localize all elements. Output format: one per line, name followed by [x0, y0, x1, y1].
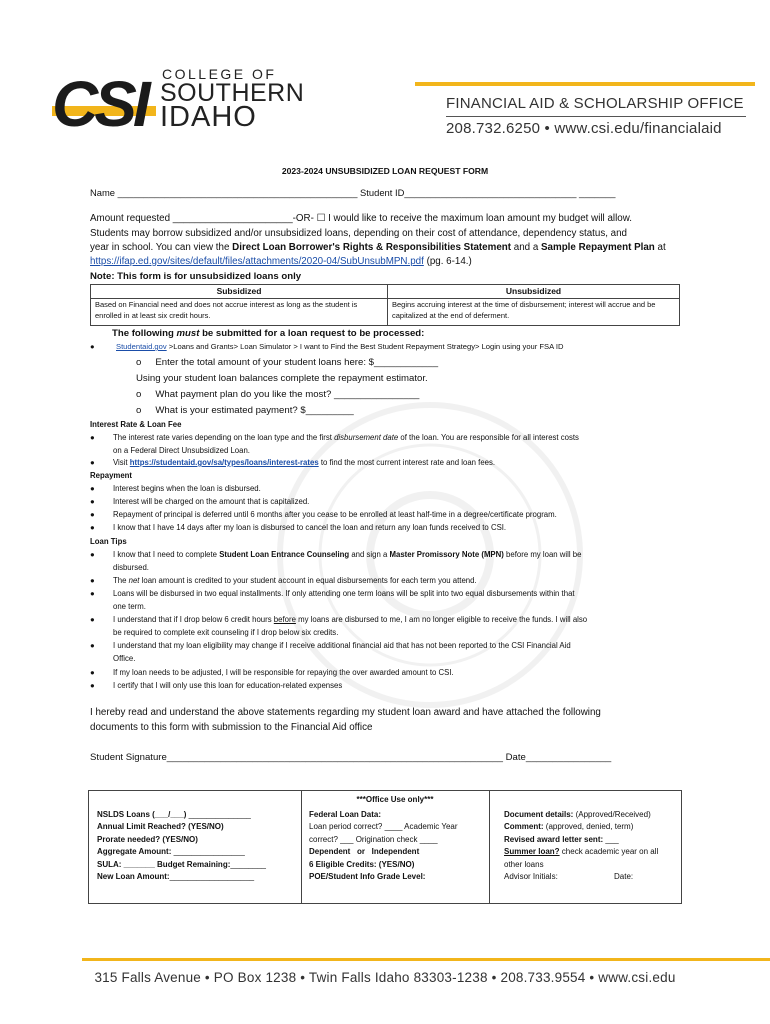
footer-gold-rule [82, 958, 770, 961]
bullet-icon: ● [90, 342, 95, 351]
tip-item [90, 640, 710, 665]
tip-item [90, 614, 710, 639]
field-label: Document details: [504, 810, 576, 819]
intro-line-4 [90, 255, 472, 268]
max-loan-label: I would like to receive the maximum loan amount my budget will allow. [325, 213, 632, 224]
tip-item [90, 680, 710, 693]
field-label: 6 Eligible Credits: (YES/NO) [309, 859, 415, 869]
sub-item [136, 388, 419, 401]
tip-item [90, 667, 710, 680]
item-emphasis: before [273, 615, 296, 624]
field-value: (YES/NO) [162, 834, 198, 844]
studentaid-bullet [90, 341, 564, 352]
repayment-item [90, 522, 710, 535]
field-label: Summer loan? [504, 847, 560, 857]
simulator-path: >Loans and Grants> Loan Simulator > I want to Find the Best Student Repayment Strategy> Login using your FSA ID [166, 342, 564, 351]
bullet-icon: ● [90, 615, 95, 624]
office-divider [446, 116, 746, 117]
box-divider [489, 791, 490, 903]
loan-type-table [90, 284, 680, 326]
office-row [504, 821, 680, 833]
payment-plan-field[interactable]: What payment plan do you like the most? ________________ [155, 389, 420, 400]
sub-item [136, 356, 438, 369]
field-label: POE/Student Info Grade Level: [309, 872, 426, 882]
field-label: Aggregate Amount: [97, 847, 174, 857]
field-label: SULA: _______ Budget Remaining: [97, 859, 231, 869]
office-row [504, 871, 680, 883]
item-text: before my loan will be [503, 550, 582, 559]
item-text: Repayment of principal is deferred until 6 months after you cease to be enrolled at least half-time in a degree/certificate program. [113, 510, 557, 519]
office-use-box [88, 790, 682, 904]
field-value: ________________ [173, 847, 245, 857]
office-col-3 [504, 809, 680, 883]
interest-rates-link[interactable]: https://studentaid.gov/sa/types/loans/interest-rates [129, 458, 319, 467]
bullet-icon: ● [90, 550, 95, 559]
circle-bullet-icon: o [136, 405, 142, 416]
unsubsidized-header: Unsubsidized [505, 286, 562, 296]
office-row [504, 846, 680, 858]
college-of-wordmark: COLLEGE OF [162, 66, 277, 82]
item-text: of the loan. You are responsible for all interest costs [398, 433, 579, 442]
box-divider [301, 791, 302, 903]
bullet-icon: ● [90, 497, 95, 506]
intro-line-3 [90, 241, 666, 254]
unsubsidized-description: Begins accruing interest at the time of disbursement; interest will accrue and be capitalized at the end of deferment. [392, 300, 656, 320]
field-value: (Approved/Received) [575, 810, 651, 819]
interest-heading: Interest Rate & Loan Fee [90, 420, 182, 429]
field-value: (approved, denied, term) [545, 822, 634, 832]
tip-item [90, 575, 710, 588]
bullet-icon: ● [90, 681, 95, 690]
mpn-ref: Master Promissory Note (MPN) [389, 550, 504, 559]
footer-address: 315 Falls Avenue • PO Box 1238 • Twin Falls Idaho 83303-1238 • 208.733.9554 • www.csi.edu [94, 970, 676, 985]
heading-text: The following [112, 328, 177, 339]
item-text: I know that I need to complete [113, 550, 220, 559]
intro-text: at [654, 242, 666, 253]
tip-item [90, 549, 710, 574]
repayment-item [90, 509, 710, 522]
field-label: Advisor Initials: [504, 872, 558, 882]
field-value: ________ [230, 859, 266, 869]
office-row [504, 859, 680, 871]
item-text: and sign a [349, 550, 390, 559]
item-emphasis: net [128, 576, 140, 585]
item-text: Loans will be disbursed in two equal installments. If only attending one term loans will be split into two equal disbursements within that [113, 589, 575, 598]
field-label: Federal Loan Data: [309, 810, 382, 819]
agreement-line: documents to this form with submission to the Financial Aid office [90, 722, 373, 733]
field-label: Loan period correct? ____ Academic Year [309, 822, 458, 832]
bullet-icon: ● [90, 484, 95, 493]
field-label: Annual Limit Reached? [97, 822, 189, 832]
bullet-icon: ● [90, 510, 95, 519]
sample-plan-ref: Sample Repayment Plan [541, 242, 655, 253]
form-title: 2023-2024 UNSUBSIDIZED LOAN REQUEST FORM [281, 166, 489, 176]
item-text: I understand that my loan eligibility may change if I receive additional financial aid that has not been reported to the CSI Financial Aid [113, 641, 571, 650]
field-value: (YES/NO) [188, 822, 224, 832]
item-text: If my loan needs to be adjusted, I will be responsible for repaying the over awarded amount to CSI. [113, 668, 454, 677]
office-col-2 [309, 809, 487, 883]
estimator-instruction: Using your student loan balances complete the repayment estimator. [136, 373, 428, 384]
subsidized-description: Based on Financial need and does not accrue interest as long as the student is enrolled in at least six credit hours. [95, 300, 358, 320]
interest-item [90, 457, 690, 470]
heading-text: be submitted for a loan request to be processed: [199, 328, 425, 339]
bullet-icon: ● [90, 433, 95, 442]
item-text: The [113, 576, 129, 585]
name-studentid-line[interactable]: Name ______________________________________________ Student ID_________________________________ _______ [90, 187, 616, 198]
heading-emphasis: must [176, 328, 200, 339]
intro-text: year in school. You can view the [90, 242, 233, 253]
loan-tips-heading: Loan Tips [90, 537, 127, 546]
repayment-item [90, 483, 690, 496]
item-text: The interest rate varies depending on the loan type and the first [113, 433, 335, 442]
office-contact: 208.732.6250 • www.csi.edu/financialaid [446, 120, 722, 137]
office-row [504, 809, 680, 821]
bullet-icon: ● [90, 641, 95, 650]
item-text: disbursed. [113, 562, 149, 572]
tip-item [90, 588, 710, 613]
intro-line-2: Students may borrow subsidized and/or unsubsidized loans, depending on their cost of attendance, dependency status, and [90, 228, 628, 239]
office-row [97, 859, 297, 871]
total-loans-field[interactable]: Enter the total amount of your student loans here: $____________ [155, 357, 439, 368]
date-label: Date: [614, 872, 634, 882]
studentaid-link[interactable]: Studentaid.gov [116, 342, 167, 351]
item-text: Office. [113, 653, 136, 663]
field-label: Dependent or Independent [309, 847, 420, 857]
bullet-icon: ● [90, 668, 95, 677]
field-label: correct? ___ Origination check ____ [309, 834, 438, 844]
item-text: Interest begins when the loan is disbursed. [113, 484, 261, 493]
field-label: Comment: [504, 822, 546, 832]
bullet-icon: ● [90, 589, 95, 598]
field-value: other loans [504, 859, 544, 869]
field-value: ___ [605, 834, 619, 844]
idaho-wordmark: IDAHO [160, 101, 257, 133]
item-text: I know that I have 14 days after my loan is disbursed to cancel the loan and return any loan funds received to CSI. [113, 523, 507, 532]
agreement-statement [90, 705, 601, 735]
bullet-icon: ● [90, 458, 95, 467]
interest-item [90, 432, 690, 457]
sub-item [136, 404, 354, 417]
agreement-line: I hereby read and understand the above statements regarding my student loan award and have attached the following [90, 707, 601, 718]
office-row [97, 871, 297, 883]
office-name: FINANCIAL AID & SCHOLARSHIP OFFICE [446, 95, 744, 112]
office-row [97, 846, 297, 858]
item-text: Visit [113, 458, 130, 467]
submit-heading [112, 327, 424, 340]
mpn-link[interactable]: https://ifap.ed.gov/sites/default/files/attachments/2020-04/SubUnsubMPN.pdf [90, 256, 424, 267]
office-use-title: ***Office Use only*** [356, 795, 434, 804]
office-row [97, 821, 297, 833]
amount-requested-field[interactable]: Amount requested ______________________-OR- [90, 213, 317, 224]
rights-statement-ref: Direct Loan Borrower's Rights & Responsibilities Statement [232, 242, 512, 253]
bullet-icon: ● [90, 523, 95, 532]
item-text: one term. [113, 601, 146, 611]
note-unsubsidized: Note: This form is for unsubsidized loans only [90, 271, 302, 282]
subsidized-header: Subsidized [216, 286, 262, 296]
southern-wordmark: SOUTHERN [160, 79, 305, 107]
repayment-heading: Repayment [90, 471, 133, 480]
estimated-payment-field[interactable]: What is your estimated payment? $_________ [155, 405, 354, 416]
svg-text:CSI: CSI [52, 70, 147, 132]
item-text: my loans are disbursed to me, I am no longer eligible to receive the funds. I will also [295, 615, 588, 624]
office-row [97, 834, 297, 846]
max-loan-checkbox[interactable]: ☐ [316, 213, 326, 224]
bullet-icon: ● [90, 576, 95, 585]
entrance-counseling-ref: Student Loan Entrance Counseling [219, 550, 350, 559]
csi-logo [52, 70, 156, 132]
item-text: Interest will be charged on the amount that is capitalized. [113, 497, 310, 506]
repayment-item [90, 496, 690, 509]
circle-bullet-icon: o [136, 357, 142, 368]
signature-date-line[interactable]: Student Signature_______________________________________________________________ Date________________ [90, 752, 612, 763]
item-text: to find the most current interest rate and loan fees. [318, 458, 496, 467]
item-text: I certify that I will only use this loan for education-related expenses [113, 681, 343, 690]
field-value: ___________________ [169, 872, 255, 882]
page-ref: (pg. 6-14.) [423, 256, 472, 267]
item-text: loan amount is credited to your student account in equal disbursements for each term you attend. [139, 576, 477, 585]
item-emphasis: disbursement date [334, 433, 399, 442]
office-row [504, 834, 680, 846]
header-gold-rule [415, 82, 755, 86]
intro-text: and a [511, 242, 541, 253]
office-col-1 [97, 809, 297, 883]
circle-bullet-icon: o [136, 389, 142, 400]
field-label: NSLDS Loans (___/___) [97, 810, 189, 819]
field-value: check academic year on all [559, 847, 659, 857]
field-value: ______________ [188, 810, 251, 819]
item-text: I understand that if I drop below 6 credit hours [113, 615, 274, 624]
field-label: Revised award letter sent: [504, 834, 606, 844]
item-text: on a Federal Direct Unsubsidized Loan. [113, 445, 250, 455]
office-row [97, 809, 297, 821]
amount-line [90, 212, 632, 225]
field-label: New Loan Amount: [97, 872, 170, 882]
field-label: Prorate needed? [97, 834, 163, 844]
item-text: be required to complete exit counseling if I drop below six credits. [113, 627, 339, 637]
